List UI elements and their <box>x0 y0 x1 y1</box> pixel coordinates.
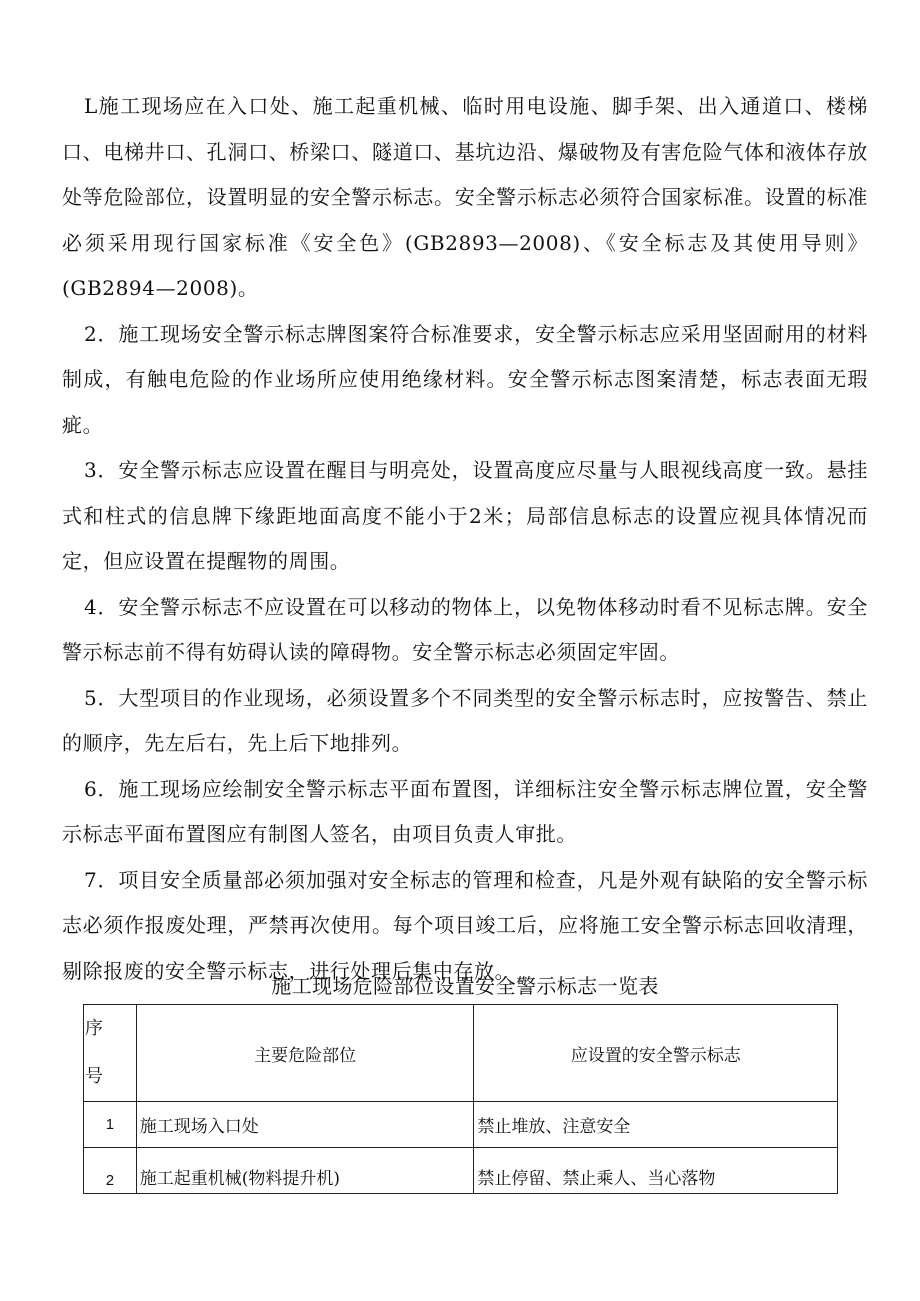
row-no: 1 <box>84 1102 137 1148</box>
paragraph-6: 6．施工现场应绘制安全警示标志平面布置图，详细标注安全警示标志牌位置，安全警示标志平面布置图应有制图人签名，由项目负责人审批。 <box>62 776 868 846</box>
row-signs: 禁止堆放、注意安全 <box>474 1102 838 1148</box>
paragraph-1: L施工现场应在入口处、施工起重机械、临时用电设施、脚手架、出入通道口、楼梯口、电梯井口、孔洞口、桥梁口、隧道口、基坑边沿、爆破物及有害危险气体和液体存放处等危险部位，设置明显的安全警示标志。安全警示标志必须符合国家标准。设置的标准必须采用现行国家标准《安全色》(GB2893—2008)、《安全标志及其使用导则》(GB2894—2008)。 <box>62 94 868 300</box>
paragraph-7: 7．项目安全质量部必须加强对安全标志的管理和检查，凡是外观有缺陷的安全警示标志必须作报废处理，严禁再次使用。每个项目竣工后，应将施工安全警示标志回收清理，剔除报废的安全警示标志，进行处理后集中存放。 <box>62 867 868 983</box>
row-location: 施工起重机械(物料提升机) <box>136 1148 474 1194</box>
table-row <box>84 1148 838 1194</box>
header-no-line1: 序 <box>85 1018 103 1039</box>
header-location: 主要危险部位 <box>136 1005 474 1102</box>
header-no-line2: 号 <box>85 1066 103 1087</box>
paragraph-4: 4．安全警示标志不应设置在可以移动的物体上，以免物体移动时看不见标志牌。安全警示标志前不得有妨碍认读的障碍物。安全警示标志必须固定牢固。 <box>62 594 868 664</box>
row-location: 施工现场入口处 <box>136 1102 474 1148</box>
table-row <box>84 1102 838 1148</box>
row-signs: 禁止停留、禁止乘人、当心落物 <box>474 1148 838 1194</box>
table-title: 施工现场危险部位设置安全警示标志一览表 <box>271 974 659 998</box>
header-signs: 应设置的安全警示标志 <box>474 1005 838 1102</box>
paragraph-5: 5．大型项目的作业现场，必须设置多个不同类型的安全警示标志时，应按警告、禁止的顺序，先左后右，先上后下地排列。 <box>62 685 868 755</box>
row-no: 2 <box>84 1148 137 1194</box>
table-header-row <box>84 1005 838 1102</box>
paragraph-2: 2．施工现场安全警示标志牌图案符合标准要求，安全警示标志应采用坚固耐用的材料制成，有触电危险的作业场所应使用绝缘材料。安全警示标志图案清楚，标志表面无瑕疵。 <box>62 321 868 437</box>
header-no <box>84 1005 137 1102</box>
hazard-sign-table <box>83 1004 838 1194</box>
document-body <box>62 84 868 994</box>
paragraph-3: 3．安全警示标志应设置在醒目与明亮处，设置高度应尽量与人眼视线高度一致。悬挂式和柱式的信息牌下缘距地面高度不能小于2米；局部信息标志的设置应视具体情况而定，但应设置在提醒物的周围。 <box>62 458 868 573</box>
